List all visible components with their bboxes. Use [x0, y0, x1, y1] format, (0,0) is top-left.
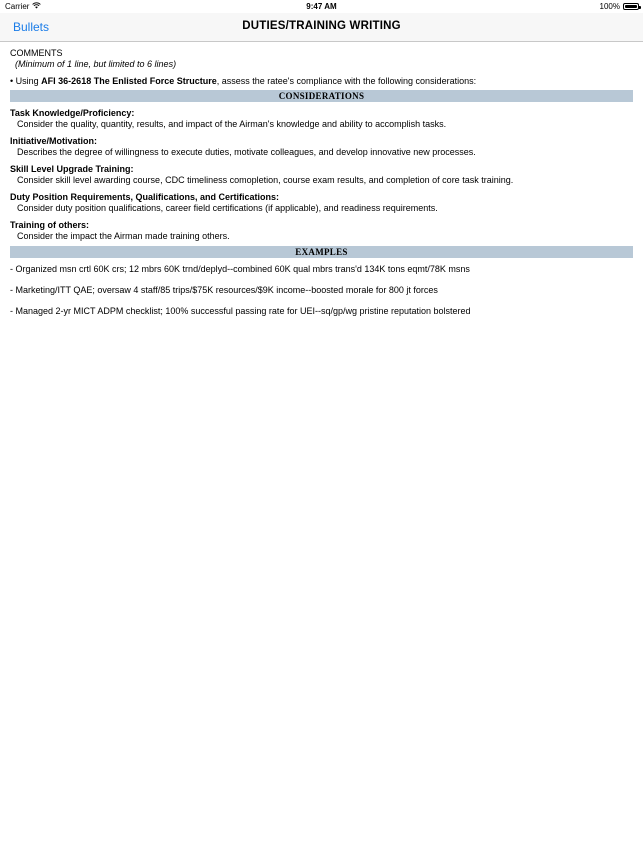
clock-time: 9:47 AM	[306, 2, 337, 11]
consideration-title: Training of others:	[10, 220, 90, 230]
consideration-item	[10, 192, 633, 214]
intro-prefix: • Using	[10, 76, 42, 86]
example-bullet: - Organized msn crtl 60K crs; 12 mbrs 60K trnd/deplyd--combined 60K qual mbrs trans'd 134K tons eqmt/78K msns	[10, 264, 470, 274]
battery-icon	[623, 3, 639, 10]
page-title: DUTIES/TRAINING WRITING	[242, 20, 401, 32]
example-bullet: - Marketing/ITT QAE; oversaw 4 staff/85 trips/$75K resources/$9K income--boosted morale for 800 jt forces	[10, 285, 438, 295]
consideration-title: Initiative/Motivation:	[10, 136, 98, 146]
comments-heading: COMMENTS	[10, 48, 63, 58]
consideration-item	[10, 220, 633, 242]
back-button-bullets[interactable]: Bullets	[13, 20, 50, 34]
intro-reference: AFI 36-2618 The Enlisted Force Structure	[41, 76, 217, 86]
comments-note: (Minimum of 1 line, but limited to 6 lines)	[15, 59, 177, 69]
consideration-title: Skill Level Upgrade Training:	[10, 164, 134, 174]
considerations-header: CONSIDERATIONS	[10, 90, 633, 102]
consideration-description: Describes the degree of willingness to execute duties, motivate colleagues, and develop innovative new processes.	[17, 147, 476, 157]
intro-text	[10, 76, 633, 87]
consideration-item	[10, 108, 633, 130]
content-area	[10, 48, 633, 321]
navigation-bar	[0, 13, 643, 42]
consideration-description: Consider the quality, quantity, results, and impact of the Airman's knowledge and ability to accomplish tasks.	[17, 119, 447, 129]
consideration-description: Consider the impact the Airman made training others.	[17, 231, 230, 241]
status-bar	[0, 0, 643, 13]
consideration-description: Consider duty position qualifications, career field certifications (if applicable), and readiness requirements.	[17, 203, 438, 213]
consideration-item	[10, 136, 633, 158]
consideration-title: Duty Position Requirements, Qualifications, and Certifications:	[10, 192, 280, 202]
consideration-title: Task Knowledge/Proficiency:	[10, 108, 135, 118]
battery-percentage: 100%	[599, 2, 620, 11]
examples-header: EXAMPLES	[10, 246, 633, 258]
example-bullet: - Managed 2-yr MICT ADPM checklist; 100% successful passing rate for UEI--sq/gp/wg pristine reputation bolstered	[10, 306, 471, 316]
battery-group	[600, 0, 639, 13]
consideration-description: Consider skill level awarding course, CDC timeliness comopletion, course exam results, and completion of core task training.	[17, 175, 514, 185]
carrier-label: Carrier	[5, 2, 30, 11]
consideration-item	[10, 164, 633, 186]
intro-suffix: , assess the ratee's compliance with the following considerations:	[216, 76, 477, 86]
